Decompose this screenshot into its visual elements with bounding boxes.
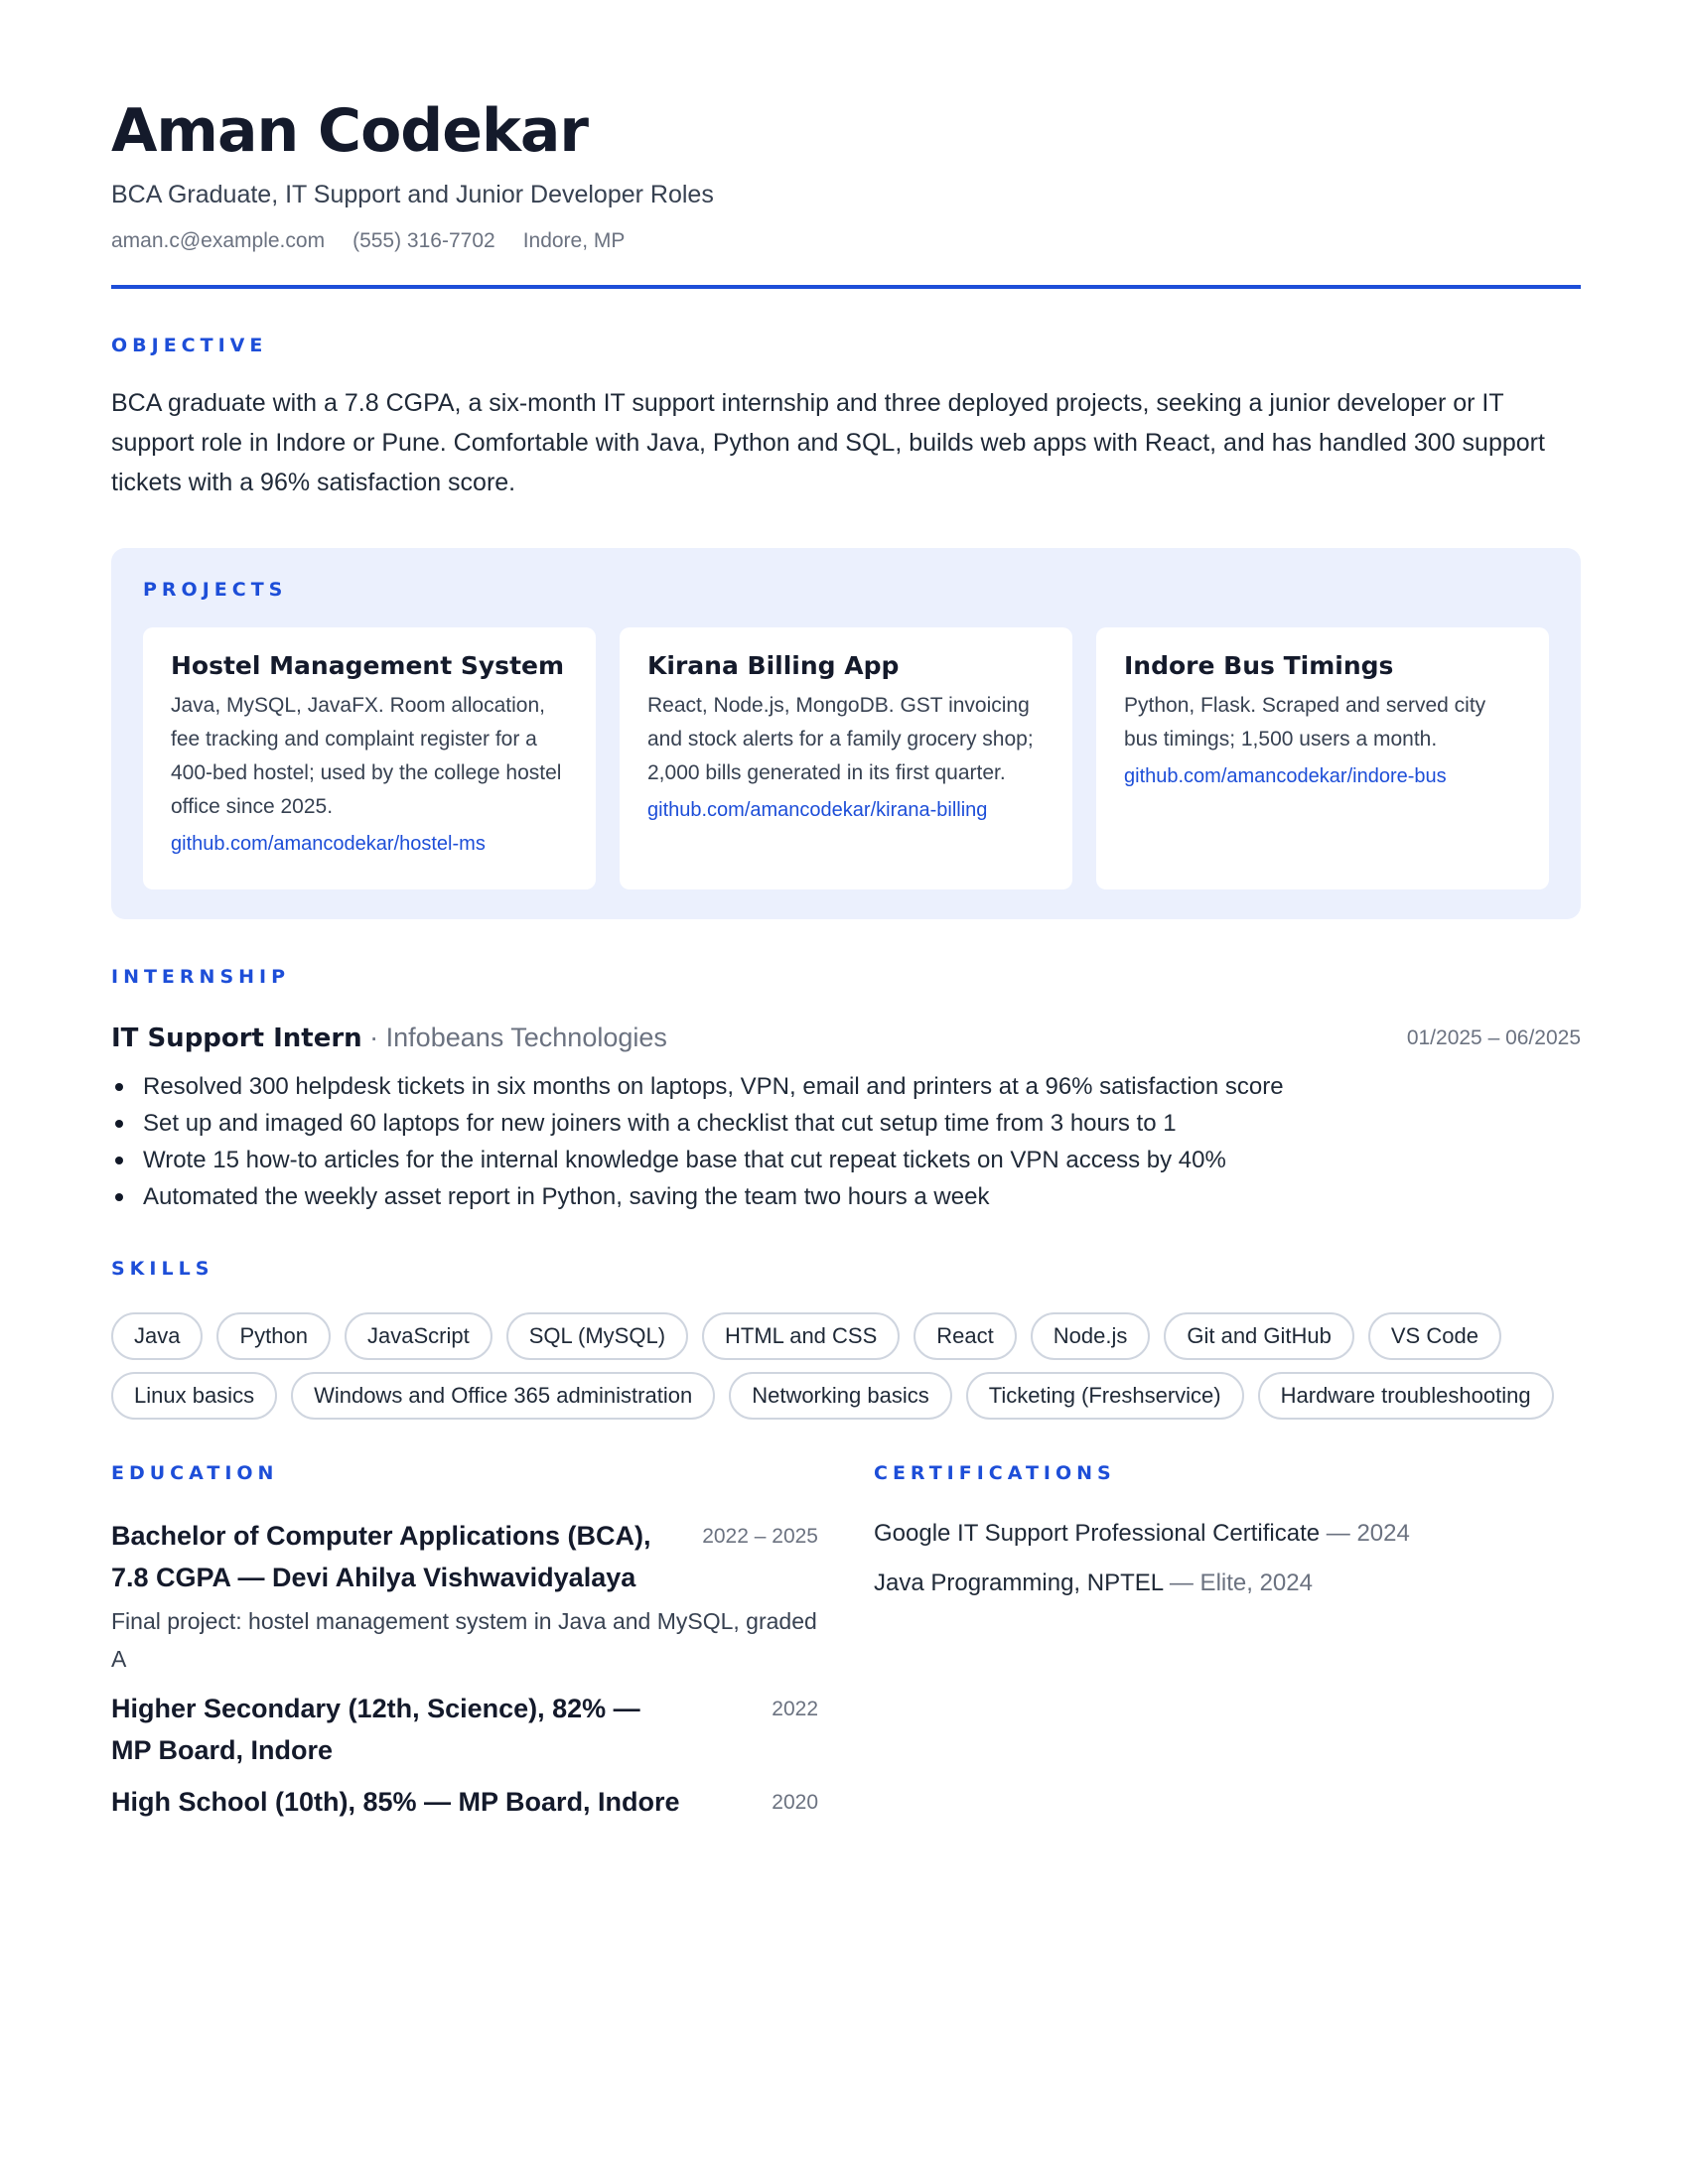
- project-link[interactable]: github.com/amancodekar/hostel-ms: [171, 833, 486, 855]
- skill-chip: Python: [216, 1312, 331, 1360]
- candidate-name: Aman Codekar: [111, 96, 588, 166]
- skill-chip: VS Code: [1368, 1312, 1501, 1360]
- education-note: Final project: hostel management system in Java and MySQL, graded A: [111, 1608, 817, 1672]
- certifications-heading: CERTIFICATIONS: [874, 1462, 1116, 1484]
- education-item: [111, 1515, 818, 1678]
- project-description: React, Node.js, MongoDB. GST invoicing and stock alerts for a family grocery shop; 2,000 bills generated in its first quarter.: [647, 694, 1034, 784]
- project-description: Python, Flask. Scraped and served city bus timings; 1,500 users a month.: [1124, 694, 1486, 751]
- contact-info: [111, 227, 625, 255]
- education-heading: EDUCATION: [111, 1462, 279, 1484]
- skill-chip: Git and GitHub: [1164, 1312, 1354, 1360]
- internship-bullets: [143, 1068, 1284, 1215]
- certification-item: [874, 1565, 1581, 1602]
- objective-text: BCA graduate with a 7.8 CGPA, a six-month IT support internship and three deployed projects, seeking a junior developer or IT support role in Indore or Pune. Comfortable with Java, Python and SQL, builds web apps with React, and has handled 300 support tickets with a 96% satisfaction score.: [111, 389, 1545, 496]
- degree-title: Higher Secondary (12th, Science), 82% — MP Board, Indore: [111, 1694, 640, 1765]
- list-item: Set up and imaged 60 laptops for new joiners with a checklist that cut setup time from 3 hours to 1: [143, 1105, 1284, 1142]
- internship-heading: INTERNSHIP: [111, 966, 291, 988]
- education-item: [111, 1781, 818, 1823]
- internship-dates: 01/2025 – 06/2025: [1406, 1026, 1581, 1049]
- skill-chip: Ticketing (Freshservice): [966, 1372, 1244, 1420]
- degree-title: High School (10th), 85% — MP Board, Indore: [111, 1787, 680, 1817]
- skill-chip: JavaScript: [345, 1312, 492, 1360]
- project-title: Hostel Management System: [171, 651, 565, 680]
- project-title: Indore Bus Timings: [1124, 651, 1394, 680]
- skill-chip: Windows and Office 365 administration: [291, 1372, 715, 1420]
- email-text[interactable]: aman.c@example.com: [111, 229, 326, 252]
- skill-chip: Java: [111, 1312, 203, 1360]
- certification-meta: — Elite, 2024: [1163, 1570, 1313, 1596]
- skill-chip: Hardware troubleshooting: [1258, 1372, 1554, 1420]
- projects-heading: PROJECTS: [143, 579, 288, 601]
- education-year: 2022 – 2025: [702, 1525, 818, 1548]
- list-item: Wrote 15 how-to articles for the internal knowledge base that cut repeat tickets on VPN access by 40%: [143, 1142, 1284, 1178]
- education-item: [111, 1688, 818, 1771]
- project-card: [620, 627, 1072, 889]
- skill-chip: SQL (MySQL): [506, 1312, 688, 1360]
- location-text: Indore, MP: [522, 229, 626, 252]
- skill-chip: Node.js: [1031, 1312, 1151, 1360]
- project-card: [1096, 627, 1549, 889]
- list-item: Resolved 300 helpdesk tickets in six months on laptops, VPN, email and printers at a 96% satisfaction score: [143, 1068, 1284, 1105]
- certification-meta: — 2024: [1320, 1520, 1410, 1547]
- project-cards: [143, 627, 1549, 889]
- internship-header: [111, 1020, 1581, 1055]
- skills-heading: SKILLS: [111, 1258, 214, 1280]
- internship-title: [111, 1020, 667, 1056]
- education-list: [111, 1515, 818, 1833]
- project-title: Kirana Billing App: [647, 651, 900, 680]
- degree-title: Bachelor of Computer Applications (BCA), 7.8 CGPA — Devi Ahilya Vishwavidyalaya: [111, 1521, 651, 1592]
- skill-chip: HTML and CSS: [702, 1312, 900, 1360]
- internship-role: IT Support Intern: [111, 1024, 362, 1053]
- education-year: 2020: [772, 1791, 818, 1814]
- list-item: Automated the weekly asset report in Python, saving the team two hours a week: [143, 1178, 1284, 1215]
- education-year: 2022: [772, 1698, 818, 1720]
- project-card: [143, 627, 596, 889]
- certifications-list: [874, 1515, 1581, 1614]
- project-link[interactable]: github.com/amancodekar/indore-bus: [1124, 765, 1447, 787]
- project-description: Java, MySQL, JavaFX. Room allocation, fee tracking and complaint register for a 400-bed hostel; used by the college hostel office since 2025.: [171, 694, 562, 818]
- project-link[interactable]: github.com/amancodekar/kirana-billing: [647, 799, 988, 821]
- internship-company: · Infobeans Technologies: [361, 1023, 667, 1052]
- certification-name: Google IT Support Professional Certificate: [874, 1520, 1321, 1547]
- certification-item: [874, 1515, 1581, 1553]
- objective-heading: OBJECTIVE: [111, 335, 268, 356]
- phone-text[interactable]: (555) 316-7702: [352, 229, 495, 252]
- skills-list: [111, 1312, 1581, 1420]
- header-divider: [111, 285, 1581, 289]
- skill-chip: Networking basics: [729, 1372, 952, 1420]
- skill-chip: React: [914, 1312, 1016, 1360]
- headline: BCA Graduate, IT Support and Junior Developer Roles: [111, 181, 714, 208]
- certification-name: Java Programming, NPTEL: [874, 1570, 1164, 1596]
- skill-chip: Linux basics: [111, 1372, 277, 1420]
